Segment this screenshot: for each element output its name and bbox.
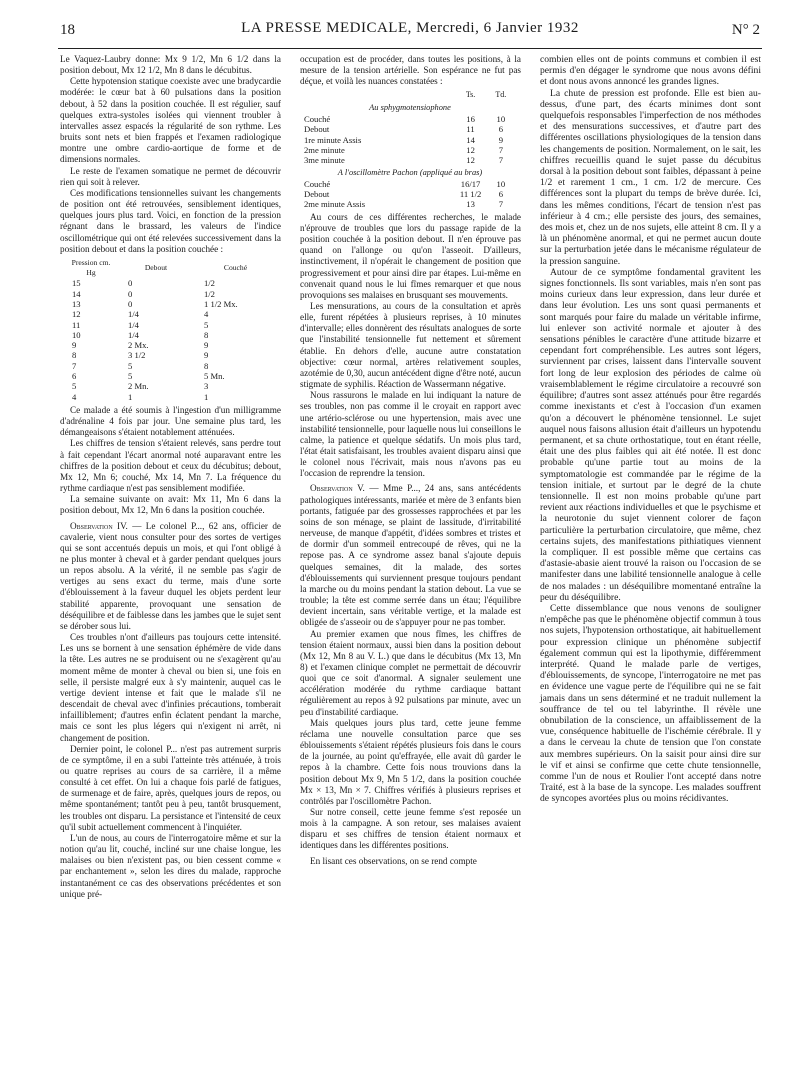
table-header: Ts. (465, 90, 476, 100)
table-header: Debout (144, 262, 168, 272)
paragraph: Nous rassurons le malade en lui indiquant la nature de ses troubles, non pas comme il le croyait en rapport avec une artério-sclérose ou une hypertension, mais avec une instabilité tensionnelle, pour laquelle nous lui conseillons le calme, la patience et quelque sédatifs. Un mois plus tard, l'état était satisfaisant, les troubles avaient disparu ainsi que le colonel nous l'écrivait, mais nous n'avons pas eu l'occasion de reprendre la tension. (300, 390, 521, 479)
table-cell: 12 (466, 155, 475, 166)
paragraph: La semaine suivante on avait: Mx 11, Mn 6 dans la position debout, Mx 12, Mn 6 dans la position couchée. (60, 494, 281, 516)
table-cell: 7 (498, 144, 503, 155)
observation-heading: Observation V. (310, 483, 365, 494)
table-header: Couché (223, 262, 248, 272)
column-1 (60, 54, 281, 900)
table-cell: 2 Mx. (128, 340, 149, 351)
table-row (304, 145, 516, 155)
table-cell: 1/4 (128, 319, 139, 330)
observation-4 (60, 521, 281, 633)
table-cell: 8 (204, 329, 209, 340)
table-cell: 2 Mn. (128, 381, 149, 392)
column-3 (540, 54, 761, 805)
table-row (304, 199, 516, 209)
table-cell: 16 (466, 114, 475, 125)
running-title: LA PRESSE MEDICALE, Mercredi, 6 Janvier 1932 (241, 20, 579, 36)
table-cell: 6 (72, 371, 77, 382)
table-row (68, 289, 273, 299)
table-header (304, 90, 455, 100)
table-cell: 12 (72, 309, 81, 320)
table-subheading: A l'oscillomètre Pachon (appliqué au bras) (337, 167, 483, 177)
table-cell: 9 (498, 134, 503, 145)
table-cell: 5 Mn. (204, 371, 225, 382)
table-cell: 10 (496, 114, 506, 125)
table-cell: 6 (498, 124, 503, 135)
table-cell: Couché (304, 178, 331, 189)
table-cell: 11 (72, 319, 81, 330)
header-rule (58, 48, 762, 49)
paragraph: Ce malade a été soumis à l'ingestion d'un milligramme d'adrénaline 4 fois par jour. Une semaine plus tard, les démangeaisons s'étaient notablement atténuées. (60, 404, 281, 438)
table-cell: 5 (204, 319, 209, 330)
table-cell: 6 (498, 189, 503, 200)
paragraph: Le reste de l'examen somatique ne permet de découvrir rien qui soit à relever. (60, 165, 281, 187)
table-cell: 9 (204, 340, 209, 351)
table-cell: 2me minute Assis (304, 199, 366, 210)
table-cell: 4 (72, 391, 77, 402)
table-cell: 14 (466, 134, 475, 145)
table-row (68, 299, 273, 309)
table-cell: 1/2 (204, 278, 215, 289)
table-cell: 1re minute Assis (304, 134, 362, 145)
paragraph: Autour de ce symptôme fondamental gravitent les signes fonctionnels. Ils sont variables, mais n'en sont pas moins curieux dans leur expression, dans leur durée et dans leur évolution. Les uns sont quasi permanents et sont marqués pour faire du malade un véritable infirme, lui enlever son activité normale et ajouter à des sensations pénibles le caractère d'une attitude bizarre et cependant fort compréhensible. Les autres sont légers, surviennent par crises, laissent dans l'intervalle souvent fort long de leur explosion des périodes de calme où vraisemblablement le régime circulatoire a recouvré son équilibre; d'autres sont assez atténués pour être regardés comme inexistants et c'est à l'occasion d'un examen qu'on a découvert le phénomène tensionnel. Le sujet auquel nous faisons allusion était d'ailleurs un hypotendu permanent, et sa chute orthostatique, tout en étant réelle, était une des plus faibles qui ait été notée. Il est donc probable qu'une partie tout au moins de la symptomatologie est commandée par le régime de la tension initiale, et surtout par le degré de la chute tensionnelle. Il est non moins probable qu'une part revient aux réactions individuelles et que le psychisme et la neurotonie du sujet viennent colorer de façon particulière la perturbation circulatoire, que même, chez certains sujets, des manifestations pithiatiques viennent la compliquer. Il est possible même que certains cas d'astasie-abasie aient trouvé la raison ou l'occasion de se manifester dans une labilité tensionnelle analogue à celle de nos malades : un déséquilibre momentané entraîne la peur du déséquilibre. (540, 266, 761, 603)
table-cell: 8 (72, 350, 77, 361)
table-row (68, 350, 273, 360)
table-cell: 14 (72, 288, 81, 299)
table-cell: 3 (204, 381, 209, 392)
page-header (60, 8, 760, 48)
table-row (304, 179, 516, 189)
table-cell: 1/2 (204, 288, 215, 299)
table-cell: 15 (72, 278, 81, 289)
paragraph: Cette hypotension statique coexiste avec une bradycardie modérée: le cœur bat à 60 pulsations dans la position debout, à 52 dans la position couchée. Il est régulier, sauf quelques extra-systoles isolées qui viennent troubler à intervalles assez espacés la régularité de son rythme. Les bruits sont nets et bien frappés et l'examen radiologique montre une ombre cardio-aortique de forme et de dimensions normales. (60, 76, 281, 165)
paragraph: Mais quelques jours plus tard, cette jeune femme réclama une nouvelle consultation parce que ses éblouissements s'étaient répétés plusieurs fois dans le cours de la journée, au point qu'effrayée, elle avait dû garder le repos à la chambre. Cette fois nous trouvions dans la position debout Mx 9, Mn 5 1/2, dans la position couchée Mx × 13, Mn × 7. Chiffres vérifiés à plusieurs reprises et contrôlés par l'oscillomètre Pachon. (300, 717, 521, 806)
table-cell: 7 (498, 155, 503, 166)
table-cell: 10 (72, 329, 81, 340)
paragraph: Au premier examen que nous fîmes, les chiffres de tension étaient normaux, aussi bien dans la position debout (Mx 12, Mn 8 au V. L.) que dans le décubitus (Mx 13, Mn 8) et l'examen clinique complet ne permettait de découvrir quoi que ce soit d'anormal. A signaler seulement une accélération modérée du rythme cardiaque battant régulièrement au repos à 92 pulsations par minute, avec un peu d'instabilité cardiaque. (300, 628, 521, 717)
table-cell: 9 (204, 350, 209, 361)
table-row (68, 320, 273, 330)
column-2 (300, 54, 521, 867)
tension-table (304, 90, 516, 209)
paragraph: combien elles ont de points communs et combien il est permis d'en dégager le syndrome que nous avons défini et dont nous avons annoncé les grandes lignes. (540, 54, 761, 88)
paragraph: Le Vaquez-Laubry donne: Mx 9 1/2, Mn 6 1/2 dans la position debout, Mx 12 1/2, Mn 8 dans le décubitus. (60, 54, 281, 76)
table-cell: 13 (72, 299, 81, 309)
table-cell: 5 (72, 381, 77, 392)
paragraph: Dernier point, le colonel P... n'est pas autrement surpris de ce symptôme, il en a subi l'atteinte très atténuée, à trois ou quatre reprises au cours de sa carrière, il a même consulté à cet effet. On lui a chaque fois parlé de fatigues, de surmenage et de faire, après, quelques jours de repos, ou même spontanément; tantôt peu à peu, tantôt brusquement, les troubles ont disparu. La persistance et l'intensité de ceux qu'il subit actuellement commencent à l'inquiéter. (60, 743, 281, 832)
table-row (68, 371, 273, 381)
table-cell: 8 (204, 360, 209, 371)
table-row (304, 114, 516, 124)
paragraph: Sur notre conseil, cette jeune femme s'est reposée un mois à la campagne. A son retour, ses malaises avaient disparu et ses chiffres de tension étaient normaux et identiques dans les différentes positions. (300, 807, 521, 851)
paragraph: Les chiffres de tension s'étaient relevés, sans perdre tout à fait cependant l'écart anormal noté auparavant entre les chiffres de la position debout et ceux du décubitus; debout, Mx 12, Mn 6; couché, Mx 14, Mn 7. La fréquence du rythme cardiaque n'est pas sensiblement modifiée. (60, 438, 281, 494)
table-cell: 7 (498, 199, 503, 210)
table-cell: 1 (204, 391, 209, 402)
table-row (68, 330, 273, 340)
table-cell: 11 1/2 (459, 189, 482, 200)
table-row (304, 189, 516, 199)
observation-text: — Mme P..., 24 ans, sans antécédents pathologiques intéressants, mariée et mère de 3 enfants bien portants, fatiguée par des grossesses rapprochées et par les soins de son ménage, se plaint de lassitude, d'irritabilité nerveuse, de manque d'appétit, d'idées sombres et tristes et de dormir d'un sommeil entrecoupé de rêves, qui ne la repose pas. A ce syndrome assez banal s'ajoute depuis quelques semaines, dit la malade, des sortes d'éblouissements qui surviennent presque toujours pendant la marche ou du moins pendant la station debout. La vue se trouble; la tête est comme serrée dans un étau; l'équilibre devient incertain, sans véritable vertige, et la malade est obligée de s'asseoir ou de s'appuyer pour ne pas tomber. (300, 483, 522, 628)
table-cell: 3 1/2 (128, 350, 146, 361)
table-cell: 1 (128, 391, 133, 402)
paragraph: L'un de nous, au cours de l'interrogatoire même et sur la notion qu'au lit, couché, incliné sur une chaise longue, les malaises ou bien n'existent pas, ou bien cessent comme « par enchantement », selon les dires du malade, rapproche instantanément ce cas des observations précédentes et son unique pré- (60, 832, 281, 899)
table-cell: 9 (72, 340, 77, 351)
table-row (304, 124, 516, 134)
table-cell: 1/4 (128, 309, 139, 320)
table-row (304, 135, 516, 145)
paragraph: Les mensurations, au cours de la consultation et après elle, furent répétées à plusieurs reprises, à 10 minutes d'intervalle; elles donnèrent des résultats analogues de sorte que l'instabilité tensionnelle fut nettement et sûrement établie. En dehors d'elle, aucune autre constatation objective: cœur normal, artères relativement souples, azotémie de 0,30, aucun antécédent digne d'être noté, aucun stigmate de syphilis. Réaction de Wassermann négative. (300, 300, 521, 390)
table-cell: 1 1/2 Mx. (204, 299, 238, 309)
observation-text: — Le colonel P..., 62 ans, officier de cavalerie, vient nous consulter pour des sortes de vertiges qui se sont accentués depuis un mois, et qui l'ont obligé à ne plus monter à cheval et à garder pendant quelques jours un repos absolu. A la vérité, il ne semble pas s'agir de vertiges au sens exact du terme, mais d'une sorte d'éblouissement à la faveur duquel les objets perdent leur stabilité apparente, provoquant une sensation de déséquilibre et de faiblesse dans les jambes que le sujet sent se dérober sous lui. (60, 520, 281, 631)
table-cell: 2me minute (304, 144, 345, 155)
table-cell: 0 (128, 288, 133, 299)
table-cell: 4 (204, 309, 209, 320)
table-cell: Debout (304, 189, 330, 200)
paragraph: Cette dissemblance que nous venons de souligner n'empêche pas que le phénomène objectif commun à tous nos sujets, l'hypotension orthostatique, ait habituellement pour expression clinique un phénomène subjectif également commun qui est la lipothymie, différemment interprété. Quand le malade parle de vertiges, d'éblouissements, de syncope, l'interrogatoire ne met pas en évidence une vague perte de l'équilibre qui ne se fait jamais dans un sens déterminé et ne traduit nullement la souffrance de tel ou tel labyrinthe. Il révèle une obnubilation de la conscience, un affaiblissement de la vue, conséquence habituelle de l'ischémie cérébrale. Il y a dans le cerveau la chute de tension que l'on constate aux membres supérieurs. On la saisit pour ainsi dire sur le vif et ainsi se confirme que cette chute tensionnelle, comme l'un de nous et Roulier l'ont accepté dans notre Traité, est à la base de la syncope. Les malades souffrent de syncopes avortées plus ou moins récidivantes. (540, 602, 761, 805)
table-row (68, 392, 273, 402)
paragraph: La chute de pression est profonde. Elle est bien au-dessus, d'une part, des écarts minimes dont sont quelquefois responsables l'imperfection de nos méthodes et des mensurations successives, et d'autre part des différentes oscillations physiologiques de la tension dans les changements de position. Normalement, on le sait, les chiffres recueillis quand le sujet passe du décubitus dorsal à la position debout sont faibles, dépassant à peine 1/2 et rarement 1 cm., 1 cm. 1/2 de mercure. Ces différences sont la plupart du temps de brève durée. Ici, dans les mêmes conditions, l'écart de tension n'est pas inférieur à 4 cm.; elle persiste des jours, des semaines, des mois et, chez un de nos sujets, elle atteint 8 cm. Il y a là un phénomène anormal, et qui ne permet aucun doute sur la perturbation jetée dans le mécanisme régulateur de la pression sanguine. (540, 87, 761, 267)
table-subheading: Au sphygmotensiophone (369, 102, 451, 112)
observation-heading: Observation IV. (70, 520, 128, 531)
table-cell: 11 (466, 124, 475, 135)
table-cell: 12 (466, 144, 475, 155)
table-cell: Debout (304, 124, 330, 135)
table-cell: 3me minute (304, 155, 345, 166)
table-row (68, 381, 273, 391)
paragraph: Au cours de ces différentes recherches, le malade n'éprouve de troubles que lors du passage rapide de la position couchée à la position debout. Il n'en éprouve pas quand on l'allonge ou qu'on l'asseoit. D'ailleurs, instinctivement, il n'opérait le changement de position que progressivement et pour ainsi dire par étapes. Lui-même en convenait quand nous le lui fîmes remarquer et que nous provoquions ses malaises en brusquant ses mouvements. (300, 211, 521, 300)
table-cell: 1/4 (128, 329, 139, 340)
table-cell: 7 (72, 360, 77, 371)
oscillometric-table (68, 258, 273, 402)
table-header: Pression cm. Hg (71, 257, 111, 278)
table-cell: 13 (466, 199, 475, 210)
table-cell: 16/17 (460, 178, 481, 189)
page-number: 18 (60, 22, 75, 38)
observation-5 (300, 483, 521, 628)
paragraph: En lisant ces observations, on se rend compte (310, 855, 477, 866)
table-cell: 0 (128, 299, 133, 309)
table-cell: 10 (496, 178, 506, 189)
issue-number: N° 2 (731, 22, 760, 38)
table-header: Td. (495, 90, 507, 100)
table-cell: Couché (304, 114, 331, 125)
table-cell: 5 (128, 371, 133, 382)
table-row (304, 155, 516, 165)
table-row (68, 361, 273, 371)
table-row (68, 340, 273, 350)
table-cell: 0 (128, 278, 133, 289)
table-cell: 5 (128, 360, 133, 371)
paragraph: occupation est de procéder, dans toutes les positions, à la mesure de la tension artérielle. Son espérance ne fut pas déçue, et voilà les nuances constatées : (300, 54, 521, 87)
table-row (68, 278, 273, 288)
table-row (68, 309, 273, 319)
paragraph: Ces modifications tensionnelles suivant les changements de position ont été retrouvées, sensiblement identiques, quelques jours plus tard. Voici, en fonction de la pression régnant dans le brassard, les valeurs de l'indice oscillométrique qui ont été relevées successivement dans la position debout et dans la position couchée : (60, 187, 281, 254)
paragraph: Ces troubles n'ont d'ailleurs pas toujours cette intensité. Les uns se bornent à une sensation éphémère de vide dans la tête. Les autres ne se produisent ou ne s'exagèrent qu'au moment même de monter à cheval ou bien si, une fois en selle, il persiste malgré eux à s'y maintenir, auquel cas le vertige devient intense et fait que le malade s'il ne descendait de cheval avec d'infinies précautions, tomberait infailliblement; d'autres enfin éclatent pendant la marche, mais ce sont les plus légers qui n'exigent ni arrêt, ni changement de position. (60, 632, 281, 743)
